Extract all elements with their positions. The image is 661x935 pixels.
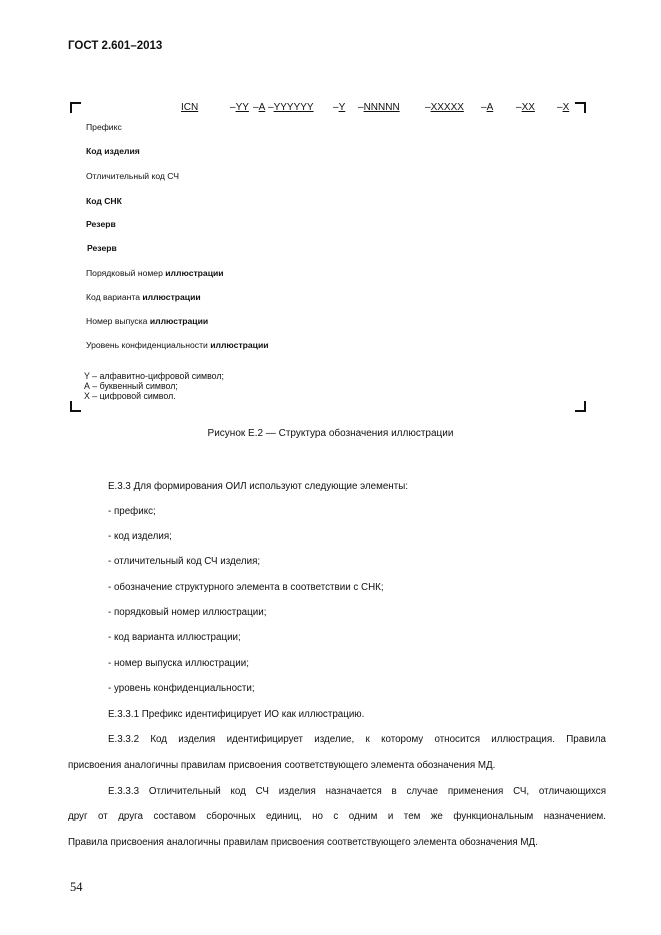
figure-label-issue-number: Номер выпуска иллюстрации: [86, 316, 209, 326]
code-part: –NNNNN: [358, 102, 400, 113]
list-item: - номер выпуска иллюстрации;: [108, 658, 249, 669]
legend-line: А – буквенный символ;: [84, 381, 178, 391]
list-item: - отличительный код СЧ изделия;: [108, 556, 261, 567]
figure-corner-bottom-right: [575, 401, 586, 412]
paragraph-e331: Е.3.3.1 Префикс идентифицирует ИО как иллюстрацию.: [108, 709, 365, 720]
list-item: - код изделия;: [108, 531, 172, 542]
legend-line: X – цифровой символ.: [84, 391, 176, 400]
figure-corner-top-left: [70, 102, 81, 113]
list-item: - уровень конфиденциальности;: [108, 683, 255, 694]
figure-label-reserve: Резерв: [87, 243, 117, 253]
figure-label-confidentiality: Уровень конфиденциальности иллюстрации: [86, 340, 269, 350]
paragraph-e333-line: друг от друга составом сборочных единиц, но с одним и тем же функциональным назначением.: [68, 811, 606, 822]
code-part: –X: [557, 102, 570, 113]
figure-label-product-code: Код изделия: [86, 146, 140, 156]
list-item: - код варианта иллюстрации;: [108, 632, 241, 643]
paragraph-e332-line: присвоения аналогичны правилам присвоения соответствующего элемента обозначения МД.: [68, 760, 496, 771]
figure-caption: Рисунок Е.2 — Структура обозначения иллюстрации: [207, 428, 454, 439]
figure-label-variant-code: Код варианта иллюстрации: [86, 292, 201, 302]
figure-label-reserve: Резерв: [86, 219, 116, 229]
page-number: 54: [70, 880, 83, 894]
code-icn: ICN: [181, 102, 199, 113]
code-part: –Y: [333, 102, 346, 113]
list-item: - порядковый номер иллюстрации;: [108, 607, 267, 618]
section-intro: Е.3.3 Для формирования ОИЛ используют следующие элементы:: [108, 481, 408, 492]
paragraph-e332-line: Е.3.3.2 Код изделия идентифицирует изделие, к которому относится иллюстрация. Правила: [108, 734, 606, 745]
code-part: –A: [253, 102, 266, 113]
figure-corner-top-right: [575, 102, 586, 113]
code-part: –XX: [516, 102, 535, 113]
figure-label-snk-code: Код СНК: [86, 196, 122, 206]
figure-label-part-code: Отличительный код СЧ: [86, 171, 179, 181]
list-item: - префикс;: [108, 506, 156, 517]
figure-corner-bottom-left: [70, 401, 81, 412]
code-part: –YYYYYY: [268, 102, 314, 113]
list-item: - обозначение структурного элемента в соответствии с СНК;: [108, 582, 384, 593]
legend-line: Y – алфавитно-цифровой символ;: [84, 371, 224, 381]
code-part: –A: [481, 102, 494, 113]
figure-label-serial-number: Порядковый номер иллюстрации: [86, 268, 224, 278]
paragraph-e333-line: Е.3.3.3 Отличительный код СЧ изделия назначается в случае применения СЧ, отличающихся: [108, 786, 606, 797]
document-header-title: ГОСТ 2.601–2013: [68, 40, 163, 52]
code-part: –YY: [230, 102, 249, 113]
figure-label-prefix: Префикс: [86, 122, 122, 132]
paragraph-e333-line: Правила присвоения аналогичны правилам присвоения соответствующего элемента обозначения МД.: [68, 837, 538, 848]
code-part: –XXXXX: [425, 102, 464, 113]
